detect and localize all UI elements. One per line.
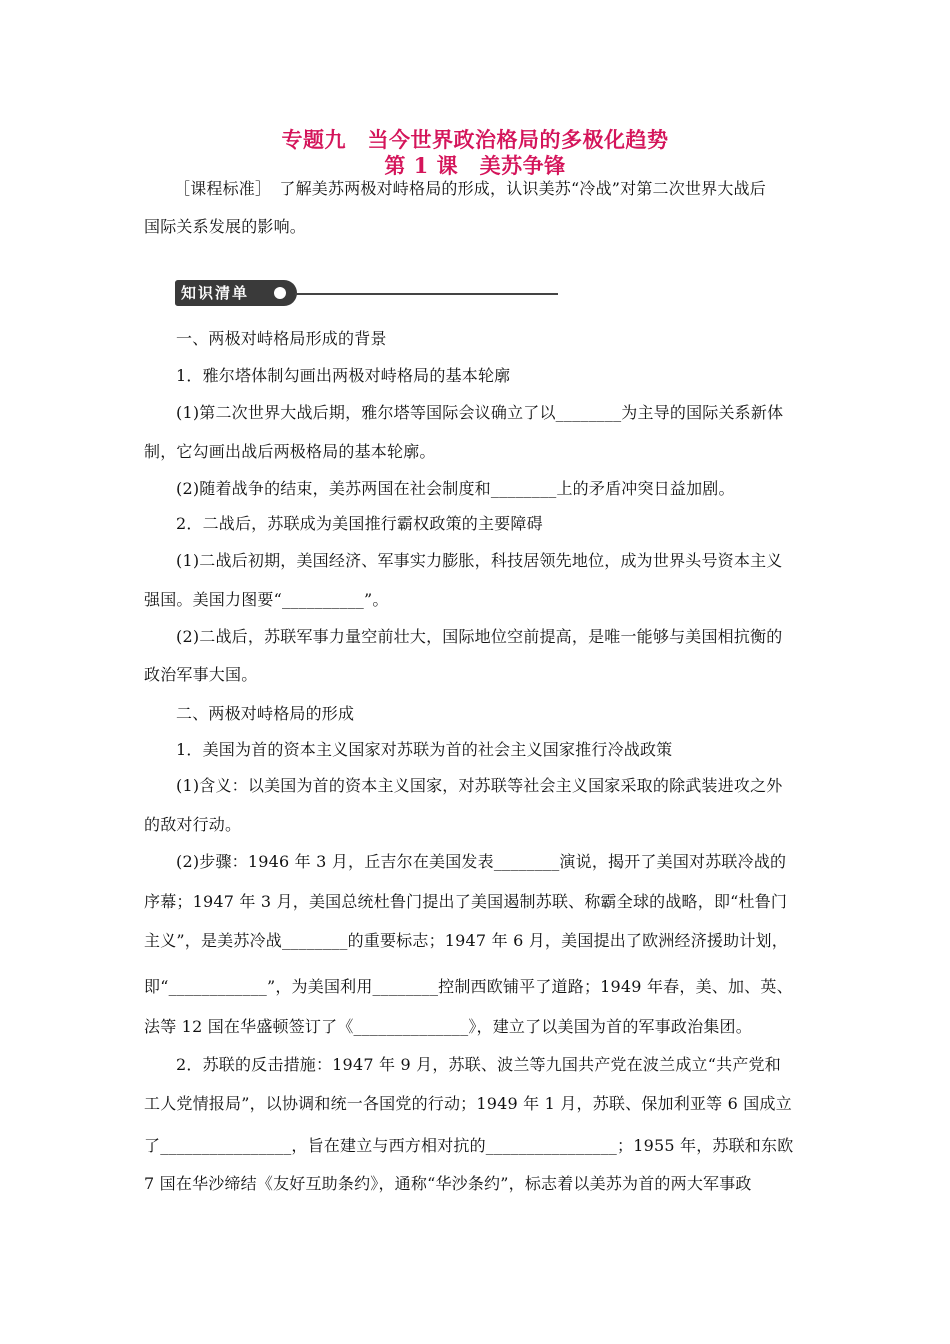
- paragraph-line: 二、两极对峙格局的形成: [176, 704, 355, 723]
- lesson-title: 第 1 课 美苏争锋: [384, 153, 566, 178]
- paragraph-line: 1．美国为首的资本主义国家对苏联为首的社会主义国家推行冷战政策: [176, 740, 673, 759]
- paragraph-line: 法等 12 国在华盛顿签订了《______________》，建立了以美国为首的军事政治集团。: [144, 1017, 752, 1036]
- paragraph-line: (1)第二次世界大战后期，雅尔塔等国际会议确立了以________为主导的国际关系新体: [176, 403, 784, 422]
- section-label: 知识清单: [175, 280, 297, 306]
- paragraph-line: 7 国在华沙缔结《友好互助条约》，通称“华沙条约”，标志着以美苏为首的两大军事政: [144, 1174, 752, 1193]
- knowledge-list-header: [175, 280, 560, 306]
- paragraph-line: (1)二战后初期，美国经济、军事实力膨胀，科技居领先地位，成为世界头号资本主义: [176, 551, 783, 570]
- paragraph-line: 一、两极对峙格局形成的背景: [176, 329, 387, 348]
- paragraph-line: 即“____________”，为美国利用________控制西欧铺平了道路；1949 年春，美、加、英、: [144, 977, 793, 996]
- paragraph-line: (2)随着战争的结束，美苏两国在社会制度和________上的矛盾冲突日益加剧。: [176, 479, 735, 498]
- paragraph-line: (2)步骤：1946 年 3 月，丘吉尔在美国发表________演说，揭开了美国对苏联冷战的: [176, 852, 787, 871]
- paragraph-line: 序幕；1947 年 3 月，美国总统杜鲁门提出了美国遏制苏联、称霸全球的战略，即“杜鲁门: [144, 892, 788, 911]
- paragraph-line: 1．雅尔塔体制勾画出两极对峙格局的基本轮廓: [176, 366, 511, 385]
- chapter-title: 专题九 当今世界政治格局的多极化趋势: [281, 127, 669, 152]
- paragraph-line: 制，它勾画出战后两极格局的基本轮廓。: [144, 442, 436, 461]
- paragraph-line: (1)含义：以美国为首的资本主义国家，对苏联等社会主义国家采取的除武装进攻之外: [176, 776, 783, 795]
- paragraph-line: 了________________，旨在建立与西方相对抗的________________；1955 年，苏联和东欧: [144, 1136, 794, 1155]
- paragraph-line: (2)二战后，苏联军事力量空前壮大，国际地位空前提高，是唯一能够与美国相抗衡的: [176, 627, 783, 646]
- paragraph-line: 主义”，是美苏冷战________的重要标志；1947 年 6 月，美国提出了欧洲经济援助计划，: [144, 931, 788, 950]
- paragraph-line: 2．苏联的反击措施：1947 年 9 月，苏联、波兰等九国共产党在波兰成立“共产党和: [176, 1055, 781, 1074]
- paragraph-line: 2．二战后，苏联成为美国推行霸权政策的主要障碍: [176, 514, 543, 533]
- course-standard-line-2: 国际关系发展的影响。: [144, 217, 307, 236]
- paragraph-line: 政治军事大国。: [144, 665, 258, 684]
- dot-icon: [274, 287, 286, 299]
- paragraph-line: 的敌对行动。: [144, 815, 242, 834]
- course-standard-line-1: ［课程标准］ 了解美苏两极对峙格局的形成，认识美苏“冷战”对第二次世界大战后: [174, 179, 766, 198]
- section-divider: [295, 293, 558, 295]
- paragraph-line: 工人党情报局”，以协调和统一各国党的行动；1949 年 1 月，苏联、保加利亚等 6 国成立: [144, 1094, 792, 1113]
- paragraph-line: 强国。美国力图要“__________”。: [144, 590, 389, 609]
